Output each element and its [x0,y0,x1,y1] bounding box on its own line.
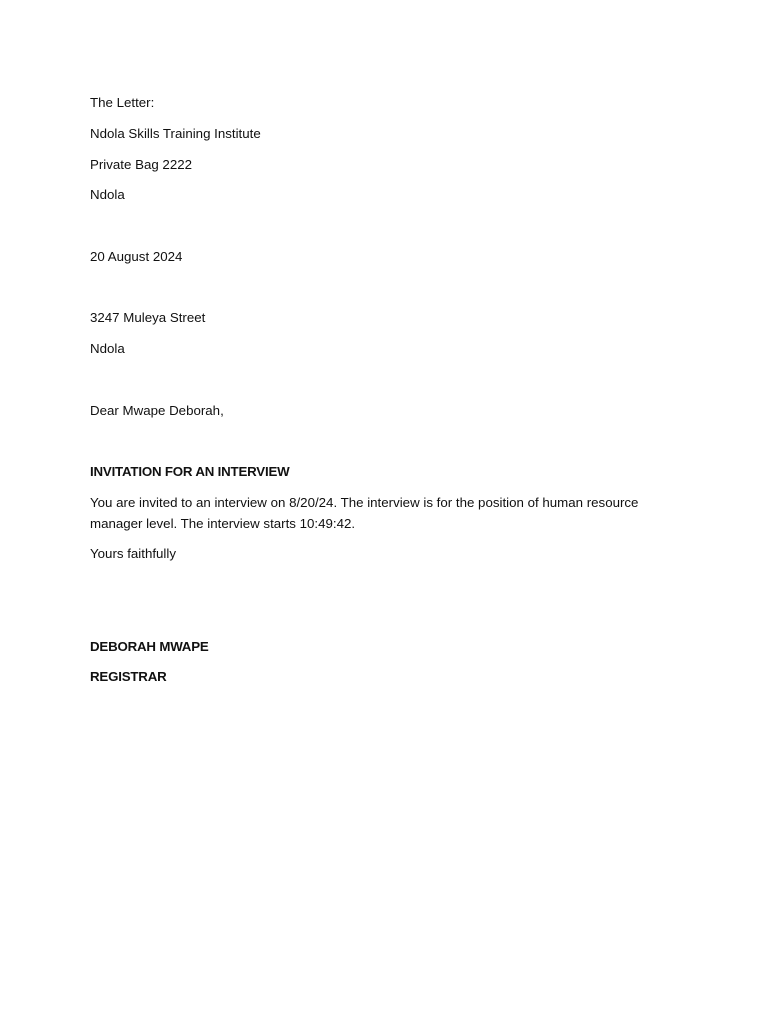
signatory-name: DEBORAH MWAPE [90,639,209,654]
recipient-address: 3247 Muleya Street [90,310,206,325]
closing: Yours faithfully [90,546,176,561]
sender-city: Ndola [90,187,125,202]
sender-name: Ndola Skills Training Institute [90,126,261,141]
subject-line: INVITATION FOR AN INTERVIEW [90,464,290,479]
letter-date: 20 August 2024 [90,249,183,264]
letter-body: You are invited to an interview on 8/20/24. The interview is for the position of human resource manager level. The interview starts 10:49:42. [90,495,639,531]
recipient-city: Ndola [90,341,125,356]
signatory-title: REGISTRAR [90,669,167,684]
letter-heading: The Letter: [90,95,155,110]
sender-address: Private Bag 2222 [90,157,193,172]
salutation: Dear Mwape Deborah, [90,403,224,418]
